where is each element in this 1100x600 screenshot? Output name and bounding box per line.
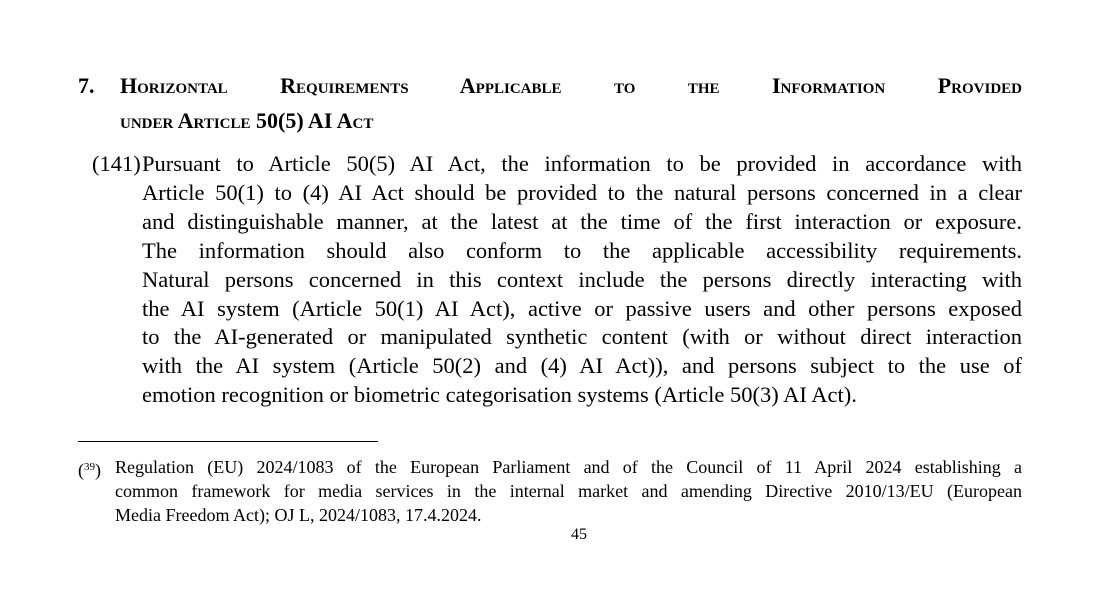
footnote-39 xyxy=(78,455,1022,527)
paragraph-line: with the AI system (Article 50(2) and (4) AI Act)), and persons subject to the use of xyxy=(142,353,1022,379)
paragraph-number: (141) xyxy=(92,151,141,176)
section-heading xyxy=(78,68,1022,138)
paragraph-body xyxy=(142,150,1022,410)
footnote-separator xyxy=(78,441,378,442)
paragraph-141 xyxy=(92,150,1022,410)
paragraph-line: the AI system (Article 50(1) AI Act), active or passive users and other persons exposed xyxy=(142,295,1022,321)
paragraph-line: and distinguishable manner, at the latest at the time of the first interaction or exposure. xyxy=(142,208,1022,234)
section-title-line-2: under Article 50(5) AI Act xyxy=(120,108,374,133)
section-title-line-1: Horizontal Requirements Applicable to the Information Provided xyxy=(120,73,1022,98)
paragraph-line: emotion recognition or biometric categorisation systems (Article 50(3) AI Act). xyxy=(142,382,857,408)
paragraph-line: Pursuant to Article 50(5) AI Act, the information to be provided in accordance with xyxy=(142,151,1022,176)
page-number: 45 xyxy=(571,526,587,543)
section-number: 7. xyxy=(78,73,95,98)
paragraph-line: to the AI-generated or manipulated synthetic content (with or without direct interaction xyxy=(142,324,1022,350)
paragraph-line: Natural persons concerned in this context include the persons directly interacting with xyxy=(142,266,1022,292)
footnote-line: common framework for media services in the internal market and amending Directive 2010/13/EU (European xyxy=(115,481,1022,501)
footnote-number: 39 xyxy=(84,461,95,473)
footnote-line: Regulation (EU) 2024/1083 of the European Parliament and of the Council of 11 April 2024 establishing a xyxy=(115,457,1022,477)
footnote-line: Media Freedom Act); OJ L, 2024/1083, 17.4.2024. xyxy=(115,505,482,525)
section-title xyxy=(120,68,1022,138)
paragraph-line: The information should also conform to the applicable accessibility requirements. xyxy=(142,237,1022,263)
footnote-text xyxy=(115,455,1022,527)
paragraph-line: Article 50(1) to (4) AI Act should be provided to the natural persons concerned in a clear xyxy=(142,179,1022,205)
footnote-marker: ($^{39}$) xyxy=(78,460,101,480)
